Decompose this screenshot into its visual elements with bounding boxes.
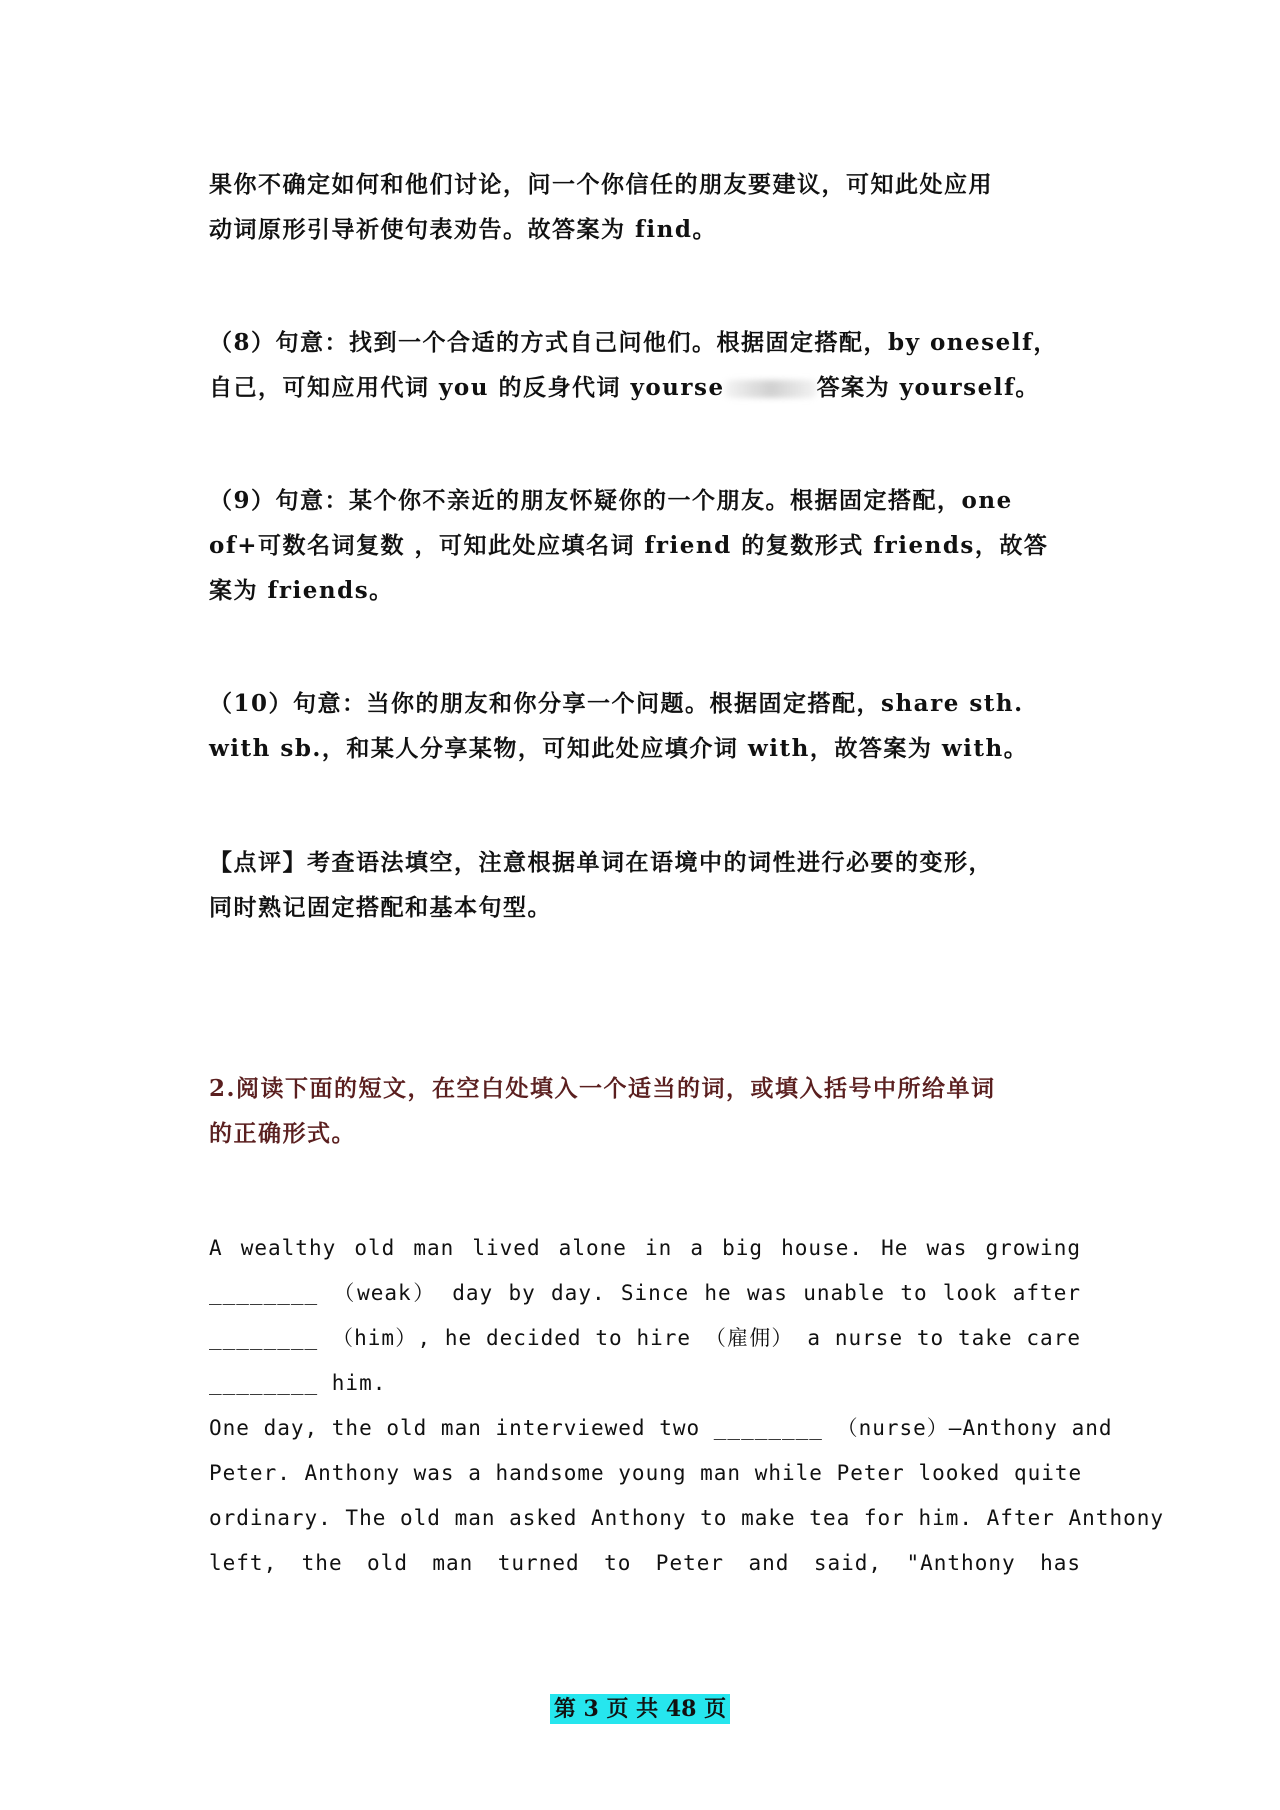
text-line: 【点评】考查语法填空，注意根据单词在语境中的词性进行必要的变形，: [209, 849, 993, 876]
page-footer: [0, 1692, 1280, 1723]
text-line: （8）句意：找到一个合适的方式自己问他们。根据固定搭配，by oneself，: [209, 329, 1058, 356]
text-line: ordinary. The old man asked Anthony to make tea for him. After Anthony: [209, 1506, 1165, 1530]
explanation-paragraph-9: [209, 478, 1081, 613]
blurred-region: [725, 380, 817, 398]
explanation-paragraph-8: [209, 320, 1081, 410]
text-line: left, the old man turned to Peter and said, "Anthony has: [209, 1551, 1081, 1575]
text-fragment: 自己，可知应用代词 you 的反身代词 yourse: [209, 374, 725, 401]
explanation-paragraph-7-continued: [209, 162, 1081, 252]
commentary-paragraph: [209, 840, 1081, 930]
text-line: ________ （him）, he decided to hire （雇佣） a nurse to take care: [209, 1326, 1081, 1350]
text-line: 2.阅读下面的短文，在空白处填入一个适当的词，或填入括号中所给单词: [209, 1075, 996, 1102]
text-line: 动词原形引导祈使句表劝告。故答案为 find。: [209, 216, 717, 243]
text-line: 同时熟记固定搭配和基本句型。: [209, 894, 552, 921]
question-2-instructions: [209, 1066, 1081, 1156]
reading-passage: [209, 1226, 1165, 1586]
text-line: 的正确形式。: [209, 1120, 356, 1147]
text-line: with sb.，和某人分享某物，可知此处应填介词 with，故答案为 with。: [209, 735, 1029, 762]
text-line: A wealthy old man lived alone in a big house. He was growing: [209, 1236, 1081, 1260]
text-line: One day, the old man interviewed two ________ （nurse）—Anthony and: [209, 1416, 1113, 1440]
text-line: （9）句意：某个你不亲近的朋友怀疑你的一个朋友。根据固定搭配，one: [209, 487, 1013, 514]
text-line: ________ （weak） day by day. Since he was unable to look after: [209, 1281, 1081, 1305]
page-number: 第 3 页 共 48 页: [550, 1694, 730, 1724]
text-line: ________ him.: [209, 1371, 387, 1395]
text-fragment: 答案为 yourself。: [816, 374, 1040, 401]
text-line: [209, 365, 1081, 410]
text-line: 案为 friends。: [209, 577, 394, 604]
text-line: of+可数名词复数 ，可知此处应填名词 friend 的复数形式 friends，故答: [209, 532, 1049, 559]
explanation-paragraph-10: [209, 681, 1081, 771]
text-line: Peter. Anthony was a handsome young man while Peter looked quite: [209, 1461, 1083, 1485]
text-line: （10）句意：当你的朋友和你分享一个问题。根据固定搭配，share sth.: [209, 690, 1024, 717]
text-line: 果你不确定如何和他们讨论，问一个你信任的朋友要建议，可知此处应用: [209, 171, 993, 198]
